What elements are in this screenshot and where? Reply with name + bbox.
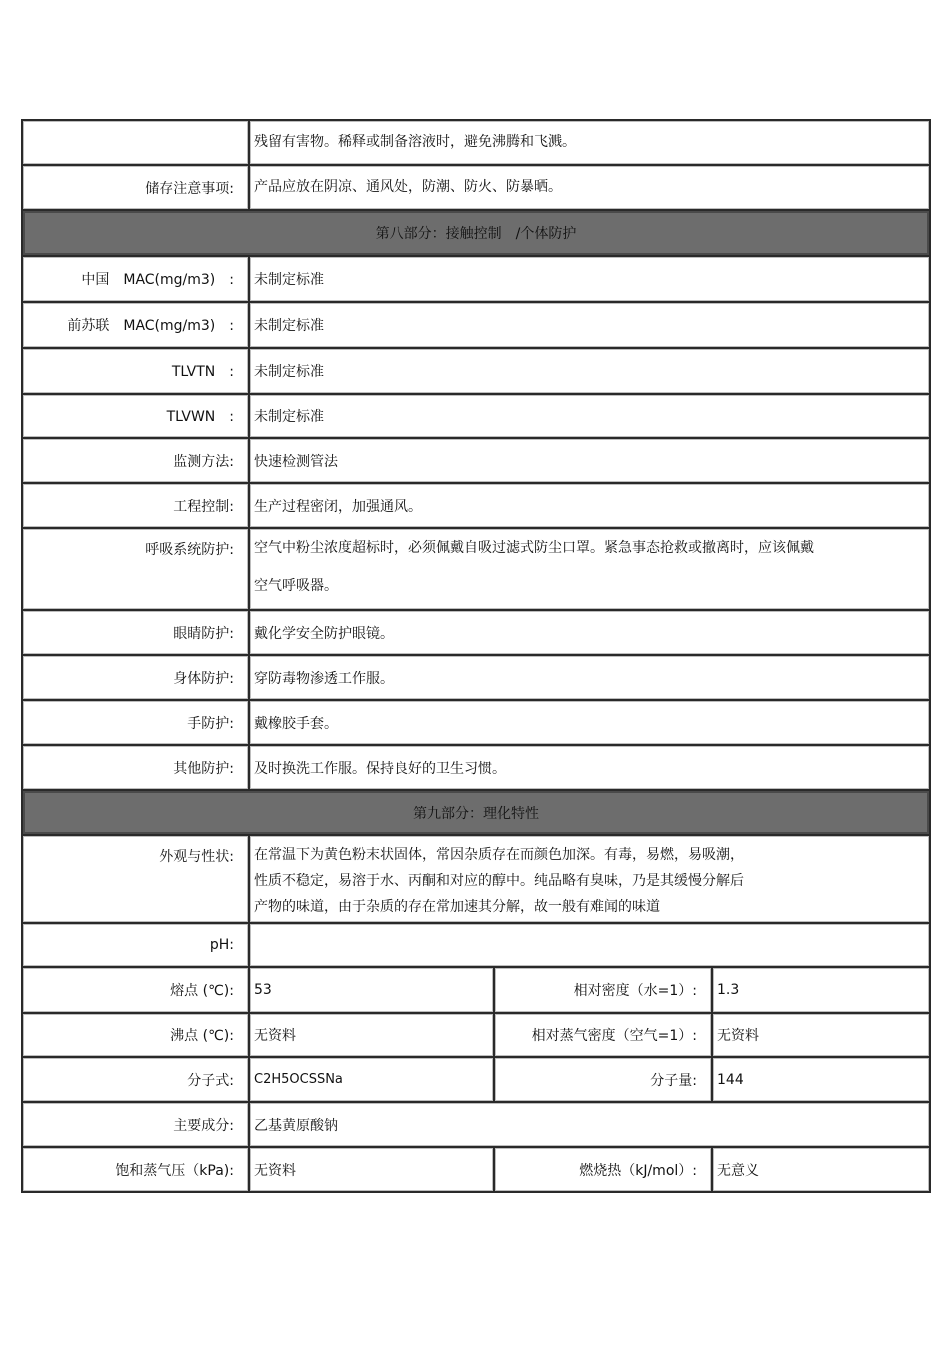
engineering-label: 工程控制: [22,483,249,528]
vapor-density-label: 相对蒸气密度（空气=1）: [494,1013,712,1057]
body-label: 身体防护: [22,655,249,700]
disposal-note-value: 残留有害物。稀释或制备溶液时，避免沸腾和飞溅。 [249,120,930,165]
molecular-weight-label: 分子量: [494,1057,712,1102]
table-row [22,610,930,655]
density-label: 相对密度（水=1）: [494,967,712,1013]
table-row [22,348,930,394]
formula-label: 分子式: [22,1057,249,1102]
ph-label: pH: [22,923,249,967]
table-row [22,1102,930,1147]
ph-value [249,923,930,967]
molecular-weight-value: 144 [712,1057,930,1102]
table-row [22,120,930,165]
vapor-pressure-label: 饱和蒸气压（kPa): [22,1147,249,1192]
combustion-heat-label: 燃烧热（kJ/mol）: [494,1147,712,1192]
table-row [22,967,930,1013]
table-row [22,655,930,700]
china-mac-value: 未制定标准 [249,256,930,302]
msds-table [21,119,931,1193]
storage-label: 储存注意事项: [22,165,249,210]
table-row [22,1013,930,1057]
eye-label: 眼睛防护: [22,610,249,655]
tlvwn-value: 未制定标准 [249,394,930,438]
eye-value: 戴化学安全防护眼镜。 [249,610,930,655]
row-label [22,120,249,165]
respiratory-line-2: 空气呼吸器。 [254,578,338,594]
appearance-label: 外观与性状: [22,835,249,923]
formula-value: C2H5OCSSNa [249,1057,494,1102]
table-row [22,1147,930,1192]
vapor-density-value: 无资料 [712,1013,930,1057]
respiratory-value [249,528,930,610]
boiling-value: 无资料 [249,1013,494,1057]
appearance-line-2: 性质不稳定，易溶于水、丙酮和对应的醇中。纯品略有臭味，乃是其缓慢分解后 [254,873,744,889]
table-row [22,438,930,483]
appearance-value [249,835,930,923]
body-value: 穿防毒物渗透工作服。 [249,655,930,700]
melting-label: 熔点 (℃): [22,967,249,1013]
table-row [22,394,930,438]
storage-value: 产品应放在阴凉、通风处，防潮、防火、防暴晒。 [249,165,930,210]
table-row [22,483,930,528]
ussr-mac-value: 未制定标准 [249,302,930,348]
table-row [22,165,930,210]
appearance-line-1: 在常温下为黄色粉末状固体，常因杂质存在而颜色加深。有毒，易燃，易吸潮， [254,847,744,863]
engineering-value: 生产过程密闭，加强通风。 [249,483,930,528]
table-row [22,256,930,302]
respiratory-label: 呼吸系统防护: [22,528,249,610]
boiling-label: 沸点 (℃): [22,1013,249,1057]
tlvwn-label: TLVWN : [22,394,249,438]
hand-label: 手防护: [22,700,249,745]
other-label: 其他防护: [22,745,249,790]
section9-title: 第九部分：理化特性 [22,790,930,835]
table-row [22,745,930,790]
hand-value: 戴橡胶手套。 [249,700,930,745]
combustion-heat-value: 无意义 [712,1147,930,1192]
monitoring-label: 监测方法: [22,438,249,483]
component-label: 主要成分: [22,1102,249,1147]
tlvtn-value: 未制定标准 [249,348,930,394]
section8-title: 第八部分：接触控制 /个体防护 [22,210,930,256]
table-row [22,302,930,348]
density-value: 1.3 [712,967,930,1013]
table-row [22,835,930,923]
vapor-pressure-value: 无资料 [249,1147,494,1192]
ussr-mac-label: 前苏联 MAC(mg/m3) : [22,302,249,348]
section-header-8 [22,210,930,256]
component-value: 乙基黄原酸钠 [249,1102,930,1147]
melting-value: 53 [249,967,494,1013]
monitoring-value: 快速检测管法 [249,438,930,483]
section-header-9 [22,790,930,835]
china-mac-label: 中国 MAC(mg/m3) : [22,256,249,302]
appearance-line-3: 产物的味道，由于杂质的存在常加速其分解，故一般有难闻的味道 [254,899,660,915]
tlvtn-label: TLVTN : [22,348,249,394]
table-row [22,923,930,967]
table-row [22,528,930,610]
table-row [22,700,930,745]
respiratory-line-1: 空气中粉尘浓度超标时，必须佩戴自吸过滤式防尘口罩。紧急事态抢救或撤离时，应该佩戴 [254,540,814,556]
table-row [22,1057,930,1102]
other-value: 及时换洗工作服。保持良好的卫生习惯。 [249,745,930,790]
